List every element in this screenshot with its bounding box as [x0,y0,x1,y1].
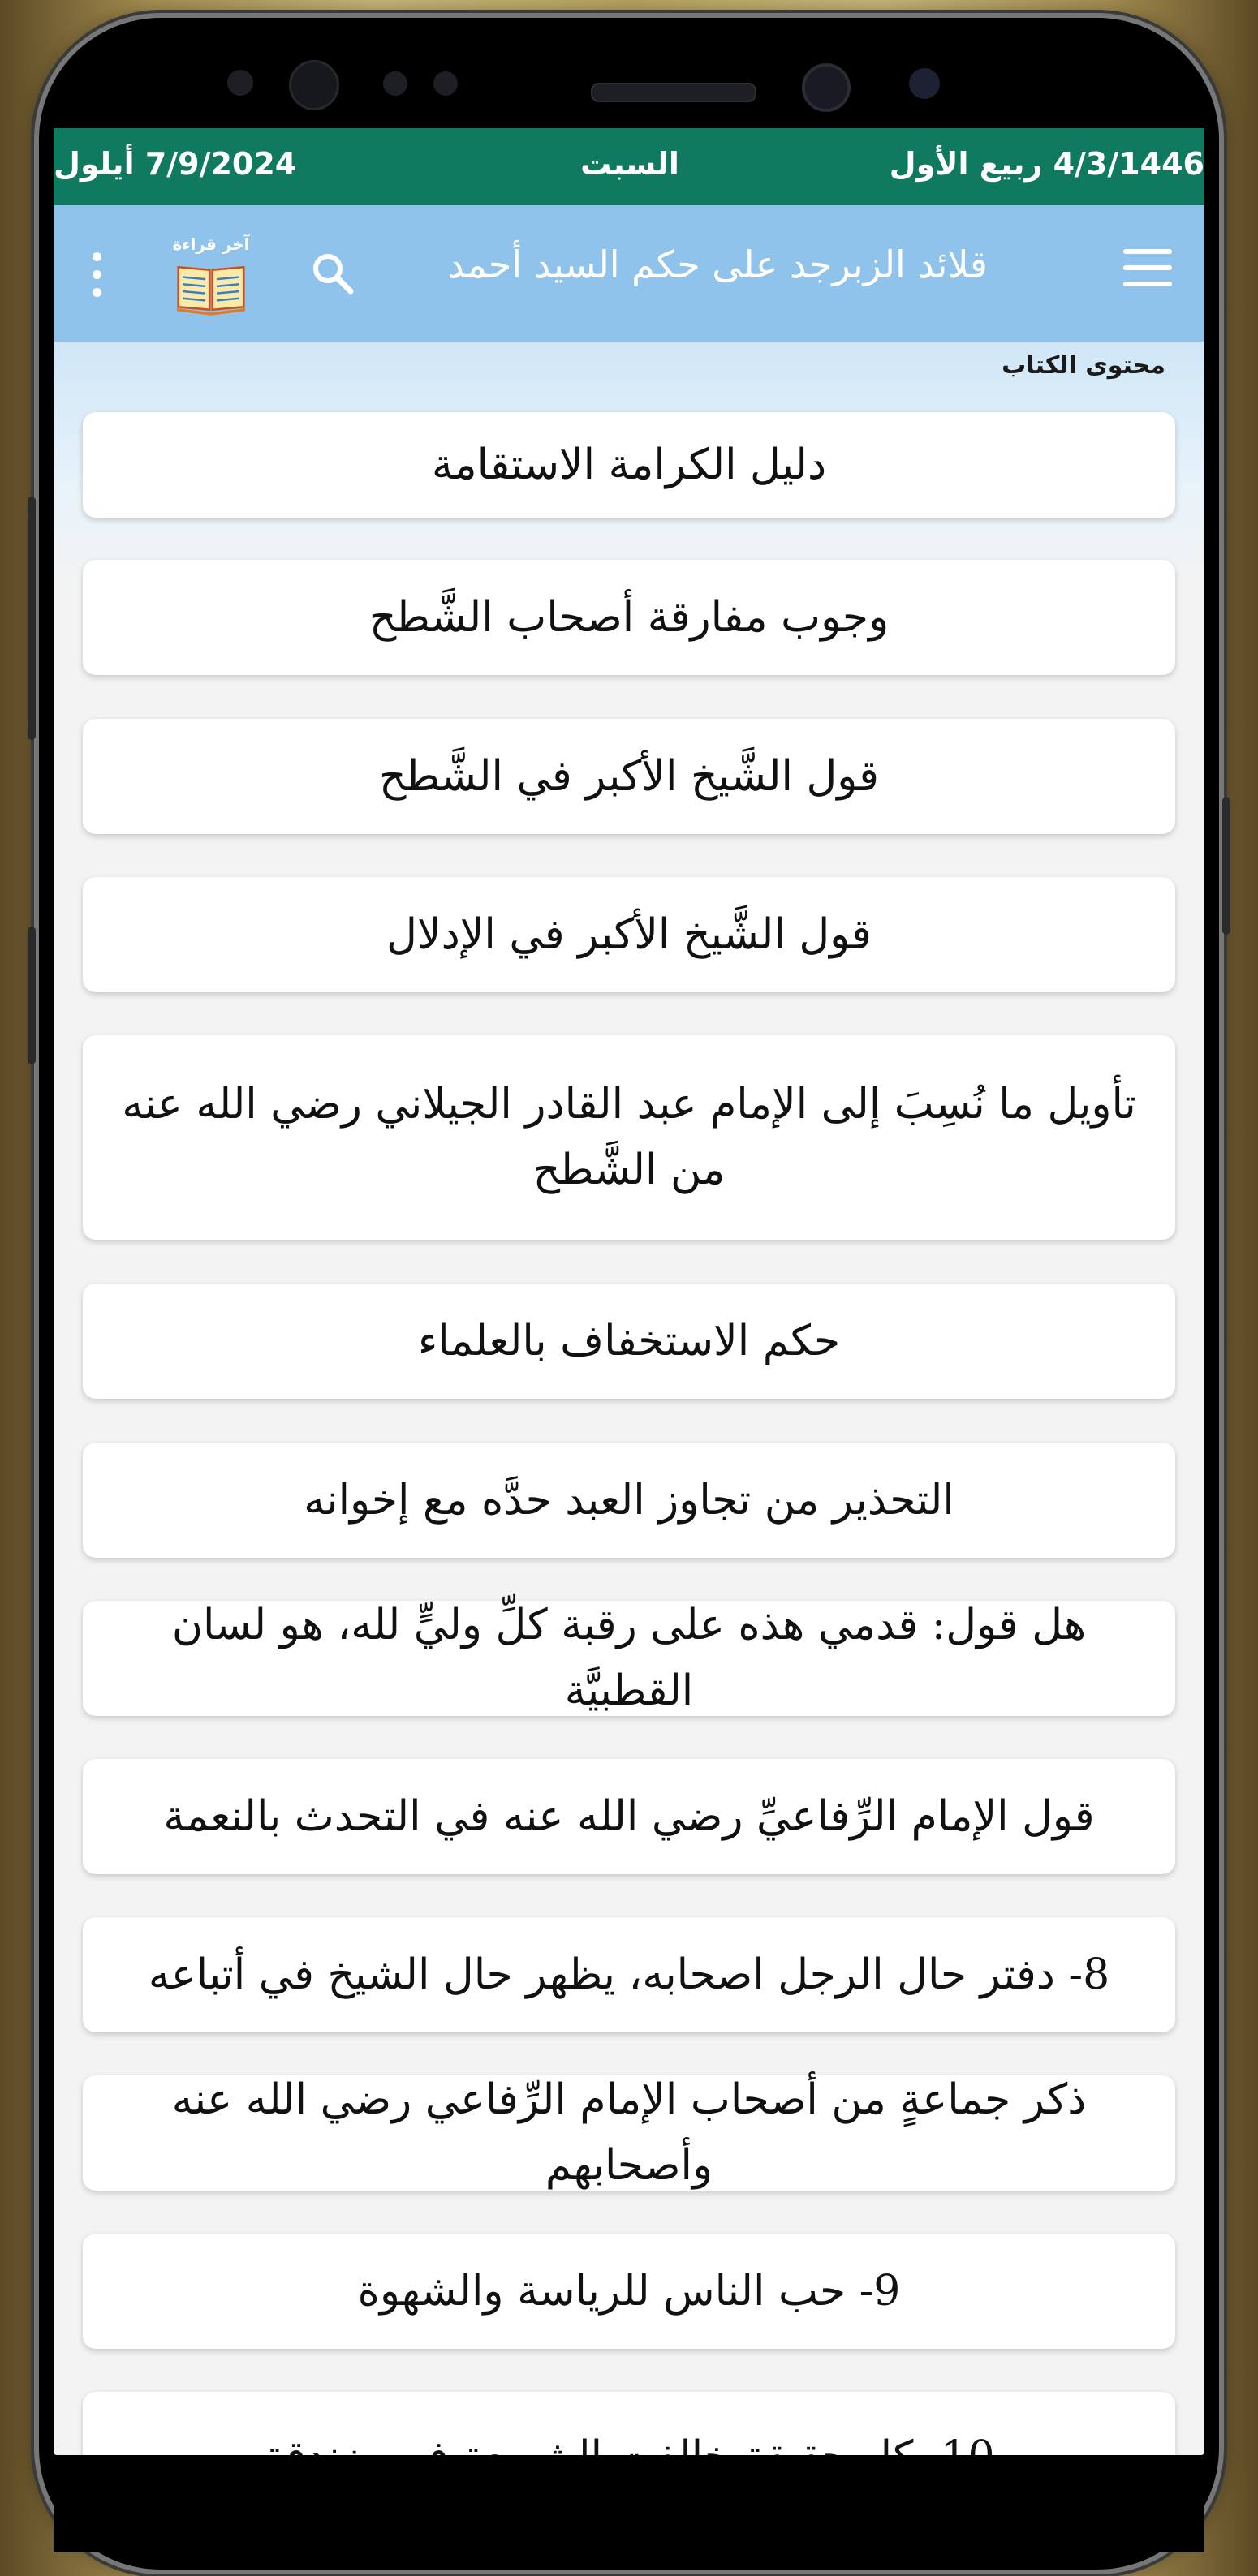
volume-button-lower [28,927,36,1064]
book-icon [175,257,247,314]
weekday: السبت [580,146,679,182]
sensor-dot [227,70,253,96]
menu-icon[interactable] [1123,249,1172,288]
sensor-dot [433,71,458,96]
power-button [1222,797,1230,935]
sensor-dot [383,71,407,96]
earpiece-speaker [591,83,756,102]
volume-button [28,497,36,740]
last-read-button[interactable] [170,234,252,324]
list-item[interactable]: تأويل ما نُسِبَ إلى الإمام عبد القادر الجيلاني رضي الله عنه من الشَّطح [83,1035,1175,1240]
app-title: قلائد الزبرجد على حكم السيد أحمد [447,243,988,286]
section-label: محتوى الكتاب [1002,351,1165,380]
list-item[interactable]: هل قول: قدمي هذه على رقبة كلِّ وليٍّ لله، هو لسان القطبيَّة [83,1601,1175,1716]
list-item[interactable]: قول الإمام الرِّفاعيِّ رضي الله عنه في التحدث بالنعمة [83,1759,1175,1874]
last-read-label: آخر قراءة [172,234,250,254]
screen [54,128,1204,2455]
list-item[interactable]: دليل الكرامة الاستقامة [83,412,1175,518]
list-item[interactable]: ذكر جماعةٍ من أصحاب الإمام الرِّفاعي رضي الله عنه وأصحابهم [83,2075,1175,2191]
list-item[interactable]: التحذير من تجاوز العبد حدَّه مع إخوانه [83,1443,1175,1558]
status-bar [54,128,1204,205]
list-item[interactable]: حكم الاستخفاف بالعلماء [83,1284,1175,1399]
front-camera-icon [802,63,851,112]
camera-icon [289,60,339,110]
list-item[interactable]: 8- دفتر حال الرجل اصحابه، يظهر حال الشيخ في أتباعه [83,1917,1175,2032]
app-bar [54,205,1204,342]
list-item[interactable]: قول الشَّيخ الأكبر في الإدلال [83,877,1175,992]
list-item[interactable]: 9- حب الناس للرياسة والشهوة [83,2234,1175,2349]
list-item[interactable]: قول الشَّيخ الأكبر في الشَّطح [83,719,1175,834]
hijri-date: 4/3/1446 ربيع الأول [889,146,1204,182]
list-item[interactable]: وجوب مفارقة أصحاب الشَّطح [83,560,1175,675]
search-icon[interactable] [308,249,357,298]
sensor-dot [909,68,940,99]
navigation-bar [54,2455,1204,2552]
more-vert-icon[interactable] [93,252,106,301]
gregorian-date: 7/9/2024 أيلول [54,146,297,182]
